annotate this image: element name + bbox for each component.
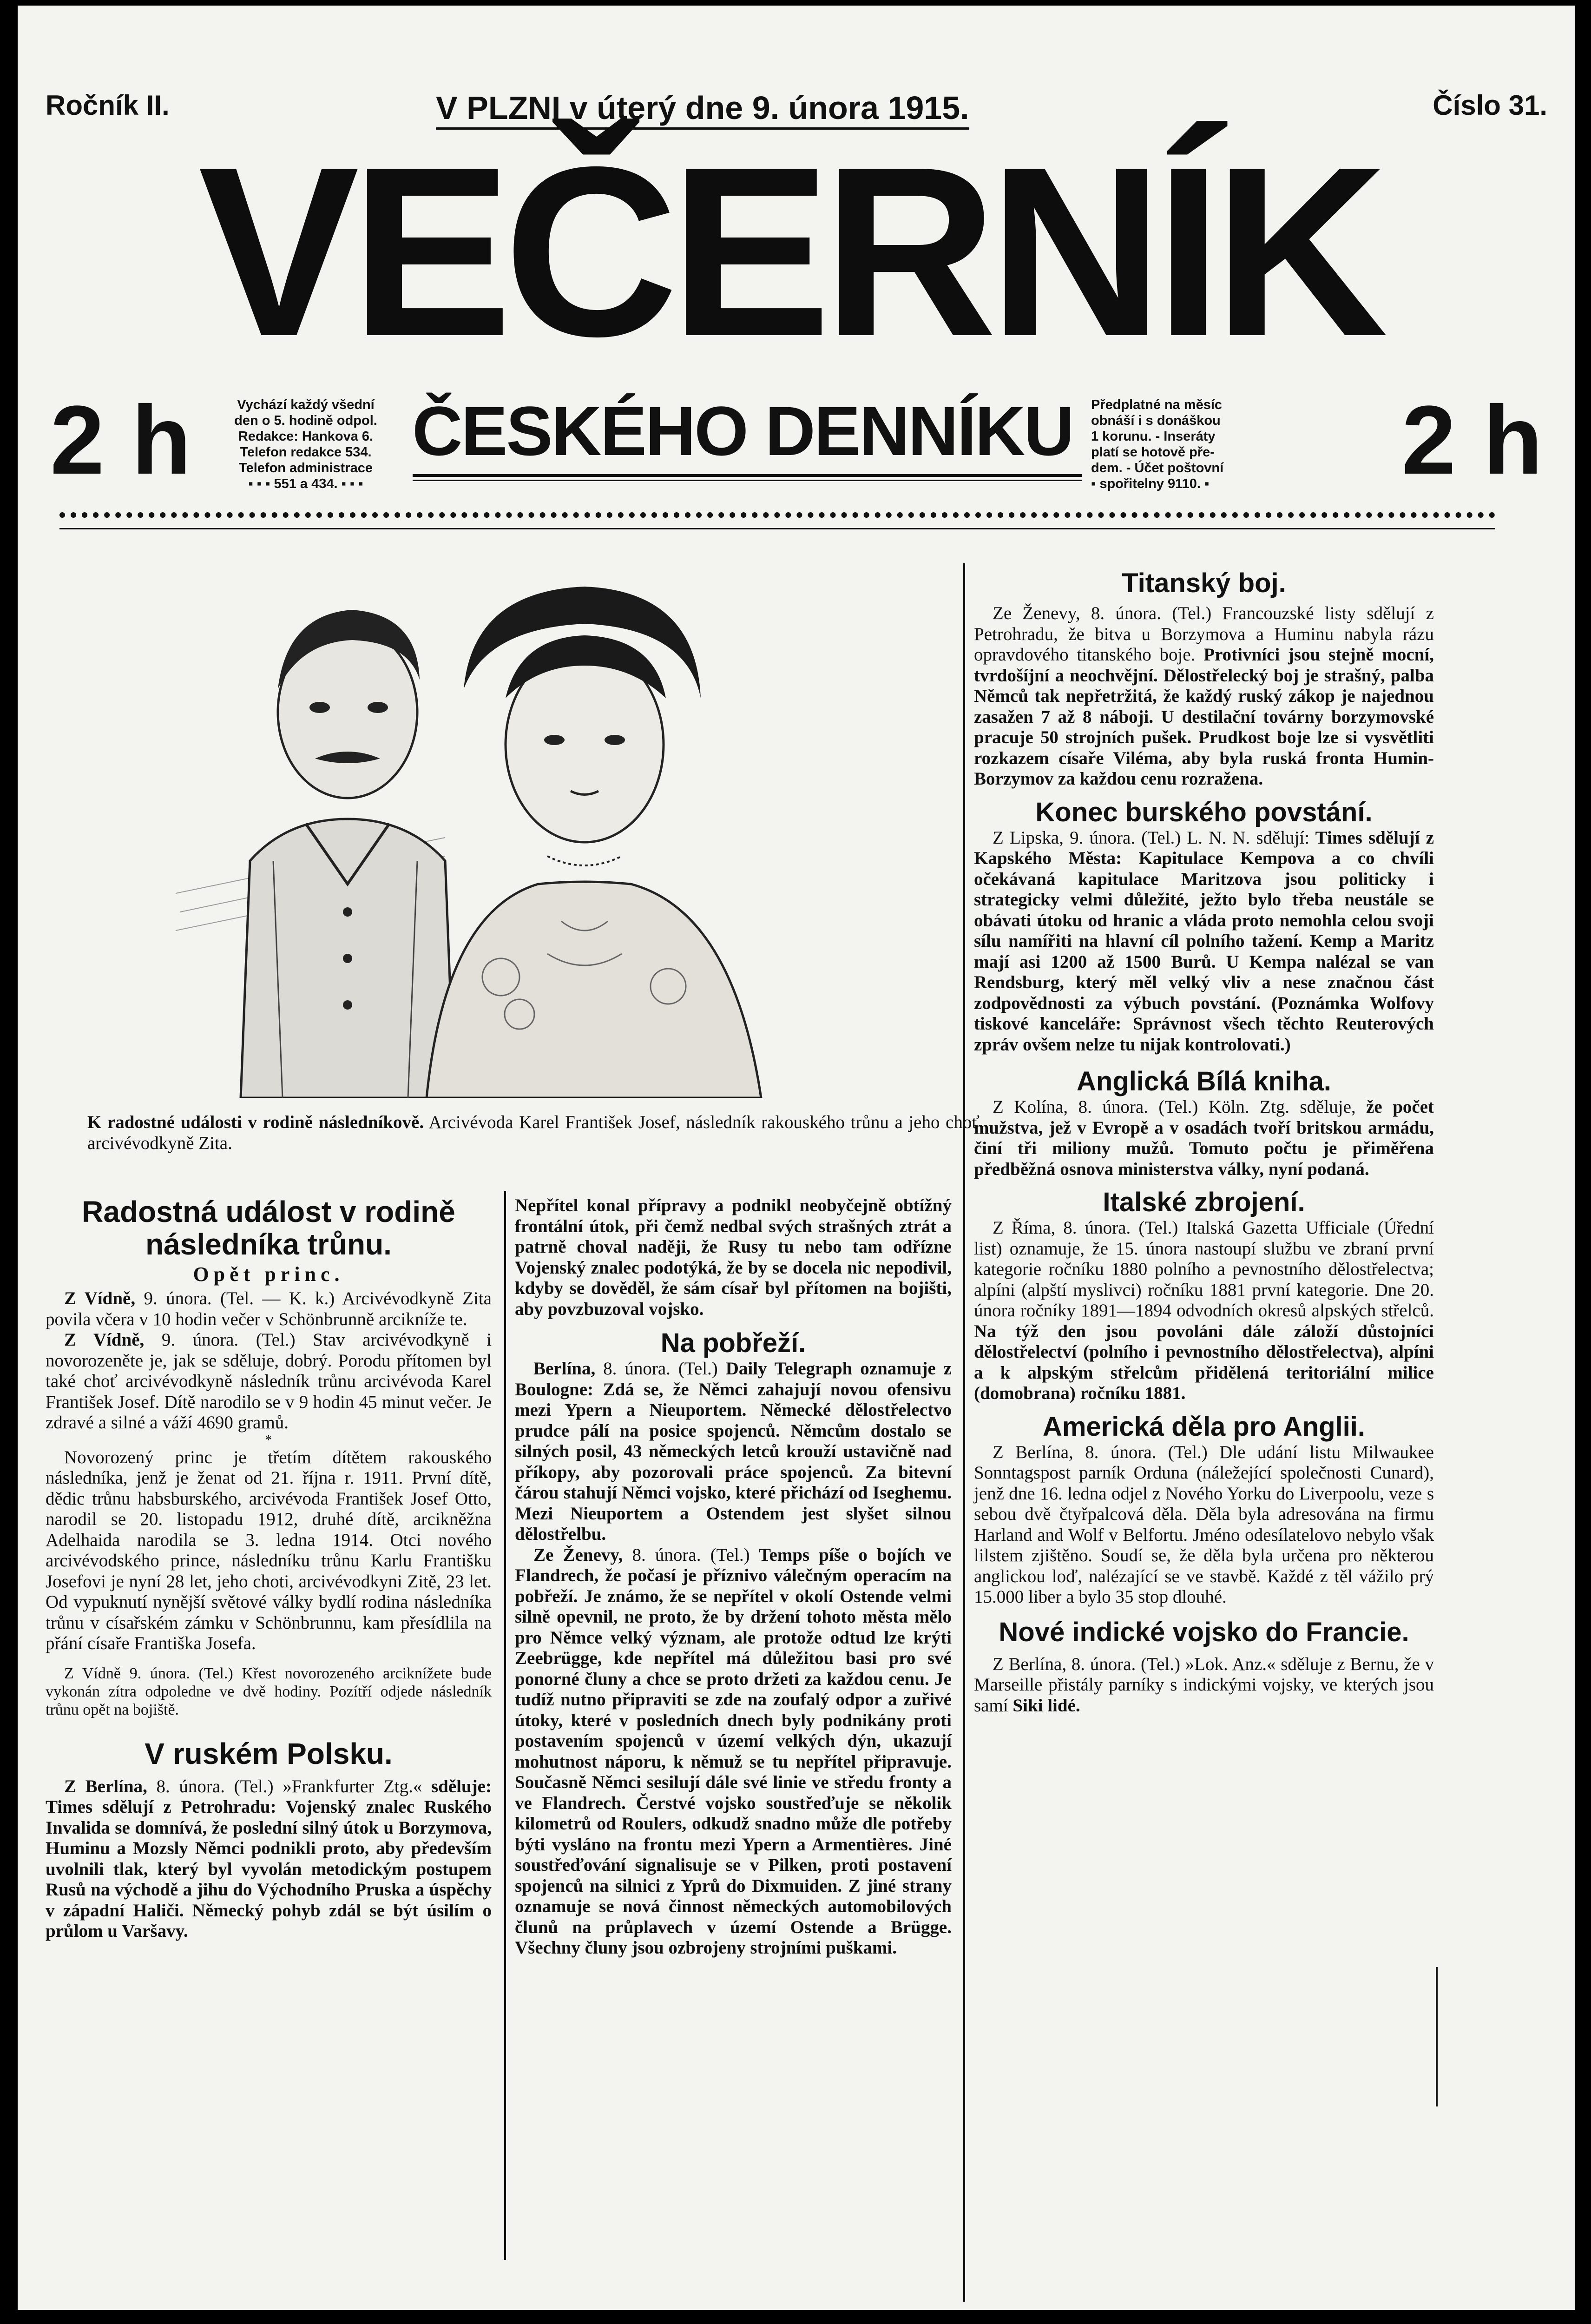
paragraph-text-bold: že počet mužstva, jež v Evropě a v osadách tvoří britskou armádu, činí tři miliony mužů. Tomuto počtu je přiměřena předběžná osnova ministerstva války, nyní podaná.	[974, 1097, 1434, 1179]
dateline-source: 8. února. (Tel.)	[623, 1545, 750, 1565]
subtitle-rule	[413, 474, 1082, 477]
subscription-info: Předplatné na měsíc obnáší i s donáškou 1 korunu. - Inseráty platí se hotově pře- dem. - Účet poštovní ▪ spořitelny 9110. ▪	[1091, 397, 1224, 491]
paragraph-text-bold: Times sdělují z Kapského Města: Kapitulace Kempova a co chvíli očekávaná kapitulace Maritzova jsou politicky i strategicky velmi důležité, ježto bylo třeba neustále se obávati útoku od hranic a vláda proto nemohla celou svoji sílu namířiti na hlavní cíl polního tažení. Kemp a Maritz mají asi 1200 až 1500 Burů. U Kempa nalézal se van Rendsburg, který měl velký vliv a nese značnou část zodpovědnosti za výbuch povstání. (Poznámka Wolfovy tiskové kanceláře: Správnost všech těchto Reuterových zpráv ovšem nelze tu nijak kontrolovati.)	[974, 827, 1434, 1055]
paragraph-text: 9. února. (Tel.) Stav arcivévodkyně i novorozeněte je, jak se sděluje, dobrý. Porodu přítomen byl také choť arcivévodkyně následník trůnu arcivévoda Karel František Josef. Dítě narodilo se v 9 hodin 45 minut večer. Je zdravé a silné a váží 4690 gramů.	[46, 1330, 492, 1433]
header-divider	[59, 512, 1495, 529]
article-paragraph	[974, 603, 1434, 790]
paragraph-text: Z Říma, 8. února. (Tel.) Italská Gazetta Ufficiale (Úřední list) oznamuje, že 15. února nastoupí službu ve zbraní první kategorie ročníku 1880 polního a pevnostního dělostřelectva; alpíni (alpští myslivci) ročníku 1881 první kategorie. Dne 20. února ročníky 1891—1894 odvodních okresů alpských střelců.	[974, 1218, 1434, 1320]
column-rule-right	[963, 563, 965, 2302]
paragraph-text: sděluje: Times sdělují z Petrohradu: Vojenský znalec Ruského Invalida se domnívá, že poslední silný útok u Borzymova, Huminu a Mozsly Němci podnikli proto, aby především uvolnili tlak, který byl vyvolán metodickým postupem Rusů na východě a jihu do Východního Pruska a úspěchy v západní Haliči. Německý pohyb zdál se být úsilím o průlom u Varšavy.	[46, 1776, 492, 1941]
dateline-place: Z Vídně,	[64, 1330, 145, 1350]
paragraph-text: Temps píše o bojích ve Flandrech, že počasí je příznivo válečným operacím na pobřeží. Je známo, že se nepřítel v okolí Ostende velmi silně opevnil, ne proto, že by držení tohoto města mělo pro Němce velký význam, ale protože odtud lze krýti Zeebrügge, kde nepřítel má důležitou basi pro své ponorné čluny a chce se proto držeti za každou cenu. Je tudíž nutno připraviti se zde na zoufalý odpor a zuřivé útoky, které v posledních dnech byly podnikány proti postavením spojenců v území velkých dýn, ukazují mohutnost náporu, k němuž se tu nepřítel připravuje. Současně Němci sesilují dále své linie ve středu fronty a ve Flandrech. Čerstvé vojsko soustřeďuje se několik kilometrů od Roulers, odkudž snadno může dle potřeby býti vysláno na frontu mezi Ypern a Armentières. Jiné soustřeďování signalisuje se v Pilken, proti postavení spojenců na silnici z Yprů do Dixmuiden. Z jiné strany oznamuje se nová činnost německých automobilových člunů na průplavech v území Ostende a Brügge. Všechny čluny jsou ozbrojeny strojními puškami.	[515, 1545, 952, 1958]
caption-lead: K radostné události v rodině následníkově.	[87, 1112, 424, 1132]
article-subhead-royal-birth: Opět princ.	[193, 1263, 344, 1286]
article-headline-boer-revolt: Konec burského povstání.	[1035, 797, 1373, 827]
paragraph-text: Ze Ženevy, 8. února. (Tel.) Francouzské listy sdělují z Petrohradu, že bitva u Borzymova a Huminu nabyla rázu opravdového titanského boje.	[974, 603, 1434, 665]
paragraph-text-bold: Protivníci jsou stejně mocní, tvrdošíjní a neochvějní. Dělostřelecký boj je strašný, palba Němců tak nepřetržitá, že každý ruský zákop je najednou zasažen 7 až 8 náboji. U destilační továrny borzymovské pracuje 50 strojních pušek. Prudkost boje lze si vysvětliti rozkazem císaře Viléma, aby byla ruská fronta Humin-Borzymov za každou cenu rozražena.	[974, 645, 1434, 789]
column-2	[515, 1195, 952, 1959]
article-paragraph	[46, 1776, 492, 1942]
paragraph-text-bold: Siki lidé.	[1008, 1695, 1080, 1716]
photo-caption	[87, 1112, 980, 1154]
article-paragraph	[974, 828, 1434, 1056]
dateline-place: Z Berlína,	[64, 1776, 147, 1796]
volume-label: Ročník II.	[46, 90, 170, 121]
archduchess-figure	[427, 587, 761, 1098]
publication-info: Vychází každý všední den o 5. hodině odpol. Redakce: Hankova 6. Telefon redakce 534. Telefon administrace ▪ ▪ ▪ 551 a 434. ▪ ▪ ▪	[234, 397, 377, 491]
column-rule-edge	[1436, 1967, 1438, 2106]
article-headline-american-guns: Americká děla pro Anglii.	[1042, 1411, 1366, 1442]
caption-text: Arcivévoda Karel František Josef, následník rakouského trůnu a jeho choť arcivévodkyně Zita.	[87, 1112, 980, 1153]
article-headline-royal-birth: Radostná událost v rodině následníka trůnu.	[82, 1195, 455, 1261]
article-paragraph	[974, 1218, 1434, 1404]
dateline-source: 8. února. (Tel.)	[595, 1359, 718, 1379]
article-paragraph	[515, 1359, 952, 1545]
subtitle-rule-thin	[413, 480, 1082, 481]
article-headline-russian-poland: V ruském Polsku.	[145, 1736, 393, 1770]
issue-number: Číslo 31.	[1433, 90, 1547, 121]
article-headline-indian-troops: Nové indické vojsko do Francie.	[999, 1617, 1409, 1647]
column-1	[46, 1195, 492, 1942]
column-rule-left	[504, 1191, 506, 2260]
article-paragraph-small: Z Vídně 9. února. (Tel.) Křest novorozeného arciknížete bude vykonán zítra odpoledne ve dvě hodiny. Pozítří odjede následník trůnu opět na bojiště.	[46, 1664, 492, 1718]
price-right: 2 h	[1401, 385, 1543, 495]
paragraph-text: 9. února. (Tel. — K. k.) Arcivévodkyně Zita povila včera v 10 hodin večer v Schönbrunně arcikníže te.	[46, 1288, 492, 1329]
masthead-title: VEČERNÍK	[198, 117, 1380, 387]
article-paragraph	[974, 1097, 1434, 1180]
article-paragraph	[46, 1330, 492, 1433]
article-paragraph: Nepřítel konal přípravy a podnikl neobyčejně obtížný frontální útok, při čemž nedbal svých strašných ztrát a patrně choval naději, že Rusy tu nebo tam odříznе Vojenský znalec podotýká, že by se docela nic nepodivil, kdyby se dověděl, že sám císař byl přítomen na bojišti, aby povzbuzoval vojsko.	[515, 1195, 952, 1319]
column-3	[974, 568, 1434, 1716]
dateline-place: Ze Ženevy,	[533, 1545, 623, 1565]
dateline-place: Berlína,	[533, 1359, 596, 1379]
paragraph-text: Z Berlína, 8. února. (Tel.) »Lok. Anz.« sděluje z Bernu, že v Marseille přistály parníky s indickými vojsky, ve kterých jsou samí	[974, 1654, 1434, 1716]
article-headline-italian-arms: Italské zbrojení.	[1103, 1187, 1305, 1217]
article-headline-white-book: Anglická Bílá kniha.	[1077, 1066, 1331, 1096]
article-paragraph	[46, 1288, 492, 1330]
masthead-subtitle: ČESKÉHO DENNÍKU	[412, 392, 1073, 470]
article-paragraph: Z Berlína, 8. února. (Tel.) Dle udání listu Milwaukee Sonntagspost parník Orduna (náležející společnosti Cunard), jenž dne 16. ledna odjel z Nového Yorku do Liverpoolu, veze s sebou dvě čtyřpalcová děla. Děla byla adresována na firmu Harland and Wolf v Belfortu. Jméno odesílatelovo nebylo však lilstem zjištěno. Soudí se, že děla byla určena pro některou anglickou loď, nalézající se ve stavbě. Každé z těl vážilo prý 15.000 liber a bylo 35 stop dlouhé.	[974, 1442, 1434, 1607]
article-paragraph: Novorozený princ je třetím dítětem rakouského následníka, jenž je ženat od 21. října r. 1911. První dítě, dědic trůnu habsburského, arcivévoda František Josef Otto, narodil se 20. listopadu 1912, druhé dítě, arcikněžna Adelhaida narodila se 3. ledna 1914. Otci nového arcivévodského prince, následníku trůnu Karlu Františku Josefovi je nyní 28 let, jeho choti, arcivévodkyni Zitě, 23 let. Od vypuknutí nynější světové války bydlí rodina následníka trůnu v císařském zámku v Schönbrunnu, kam přesídlila na přání císaře Františka Josefa.	[46, 1447, 492, 1653]
article-headline-coast: Na pobřeží.	[660, 1328, 806, 1358]
price-left: 2 h	[50, 385, 191, 495]
article-paragraph	[974, 1654, 1434, 1717]
paragraph-text: Z Lipska, 9. února. (Tel.) L. N. N. sdělují:	[993, 827, 1310, 848]
archduke-figure	[241, 610, 454, 1098]
dateline-source: 8. února. (Tel.) »Frankfurter Ztg.«	[147, 1776, 422, 1796]
paragraph-text: Z Kolína, 8. února. (Tel.) Köln. Ztg. sděluje,	[993, 1097, 1356, 1117]
paragraph-text-bold: Na týž den jsou povoláni dále záloží důstojníci dělostřelectví (polního i pevnostního dělostřelectva), alpíni a k alpským střelcům přidělená teritoriální milice (domobrana) ročníku 1881.	[974, 1321, 1434, 1403]
dateline: V PLZNI v úterý dne 9. února 1915.	[436, 89, 969, 130]
section-star: *	[265, 1433, 272, 1447]
article-headline-titan-battle: Titanský boj.	[1122, 568, 1286, 598]
portrait-engraving	[166, 559, 849, 1098]
dateline-place: Z Vídně,	[64, 1288, 136, 1308]
newspaper-page	[18, 6, 1575, 2310]
paragraph-text: Daily Telegraph oznamuje z Boulogne: Zdá se, že Němci zahajují novou ofensivu mezi Ypern a Nieuportem. Německé dělostřelectvo prudce pálí na posice spojenců. Němcům dostalo se silných posil, 43 německých letců krouží ustavičně nad příkopy, aby pozorovali práce spojenců. Za bitevní čárou stahují Němci vojsko, které přichází od Iseghemu. Mezi Nieuportem a Ostendem jest slyšet silnou dělostřelbu.	[515, 1359, 952, 1544]
article-paragraph	[515, 1545, 952, 1959]
